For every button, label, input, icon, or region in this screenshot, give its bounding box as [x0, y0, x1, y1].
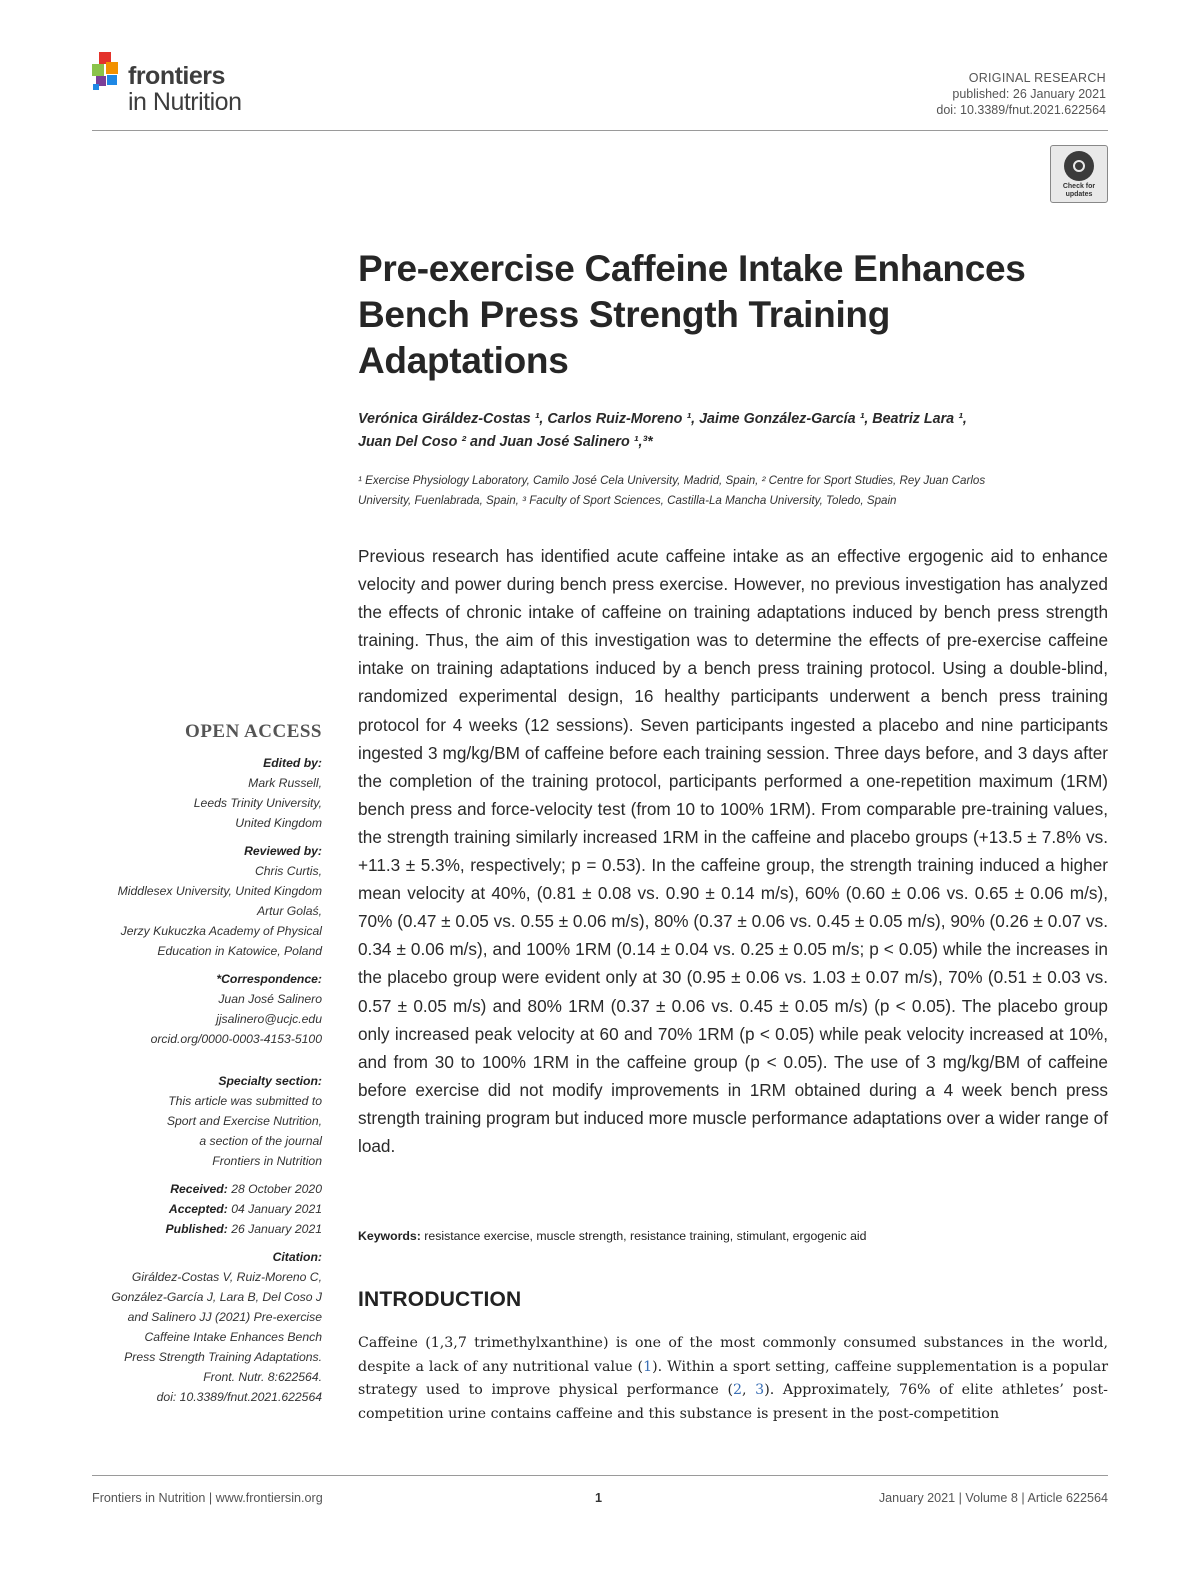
keywords-label: Keywords: [358, 1229, 421, 1243]
published-value: 26 January 2021 [227, 1222, 322, 1236]
reference-link[interactable]: 1 [643, 1358, 653, 1375]
footer-divider [92, 1475, 1108, 1476]
page-number: 1 [595, 1491, 603, 1505]
specialty-line: Frontiers in Nutrition [212, 1154, 322, 1168]
citation-line: Giráldez-Costas V, Ruiz-Moreno C, [131, 1270, 322, 1284]
received-label: Received: [170, 1182, 228, 1196]
abstract: Previous research has identified acute caffeine intake as an effective ergogenic aid to enhance velocity and power during bench press exercise. However, no previous investigation has analyzed the effects of chronic intake of caffeine on training adaptations induced by bench press strength training. Thus, the aim of this investigation was to determine the effects of pre-exercise caffeine intake on training adaptations induced by a bench press training protocol. Using a double-blind, randomized experimental design, 16 healthy participants underwent a bench press training protocol for 4 weeks (12 sessions). Seven participants ingested a placebo and nine participants ingested 3 mg/kg/BM of caffeine before each training session. Three days before, and 3 days after the completion of the training protocol, participants performed a one-repetition maximum (1RM) bench press and force-velocity test (from 10 to 100% 1RM). From comparable pre-training values, the strength training similarly increased 1RM in the caffeine and placebo groups (+13.5 ± 7.8% vs. +11.3 ± 5.3%, respectively; p = 0.53). In the caffeine group, the strength training induced a higher mean velocity at 40%, (0.81 ± 0.08 vs. 0.90 ± 0.14 m/s), 60% (0.60 ± 0.06 vs. 0.65 ± 0.06 m/s), 70% (0.47 ± 0.05 vs. 0.55 ± 0.06 m/s), 80% (0.37 ± 0.06 vs. 0.45 ± 0.05 m/s), 90% (0.26 ± 0.07 vs. 0.34 ± 0.06 m/s), and 100% 1RM (0.14 ± 0.04 vs. 0.25 ± 0.05 m/s; p < 0.05) while the increases in the placebo group were evident only at 30 (0.95 ± 0.06 vs. 1.03 ± 0.07 m/s), 70% (0.51 ± 0.03 vs. 0.57 ± 0.05 m/s) and 80% 1RM (0.37 ± 0.06 vs. 0.45 ± 0.05 m/s) (p < 0.05). The placebo group only increased peak velocity at 60 and 70% 1RM (p < 0.05) while peak velocity increased at 10%, and from 30 to 100% 1RM in the caffeine group (p < 0.05). The use of 3 mg/kg/BM of caffeine before exercise did not modify improvements in 1RM obtained during a 4 week bench press strength training program but induced more muscle performance adaptations over a wider range of load. [358, 546, 1108, 1156]
accepted-label: Accepted: [168, 1202, 228, 1216]
correspondence-orcid[interactable]: orcid.org/0000-0003-4153-5100 [150, 1032, 322, 1046]
specialty-line: This article was submitted to [168, 1094, 322, 1108]
introduction-paragraph [358, 1332, 1108, 1426]
affiliation-line: University, Fuenlabrada, Spain, ³ Faculty of Sport Sciences, Castilla-La Mancha University, Toledo, Spain [358, 494, 897, 507]
logo-text-frontiers: frontiers [128, 62, 225, 90]
article-doi[interactable]: doi: 10.3389/fnut.2021.622564 [936, 103, 1106, 117]
reviewer-line: Artur Golaś, [256, 904, 322, 918]
keywords [358, 1229, 1118, 1243]
affiliation-line: ¹ Exercise Physiology Laboratory, Camilo José Cela University, Madrid, Spain, ² Centre for Sport Studies, Rey Juan Carlos [358, 474, 986, 487]
specialty-section-label: Specialty section: [218, 1074, 322, 1088]
published-label: Published: [165, 1222, 228, 1236]
article-type: ORIGINAL RESEARCH [968, 71, 1106, 85]
published-date-sidebar [60, 1219, 322, 1239]
reviewer-line: Middlesex University, United Kingdom [117, 884, 322, 898]
correspondence-label: *Correspondence: [216, 972, 322, 986]
article-sidebar [60, 722, 322, 1407]
reviewer-line: Chris Curtis, [254, 864, 322, 878]
editor-line: Leeds Trinity University, [193, 796, 322, 810]
received-value: 28 October 2020 [227, 1182, 322, 1196]
reference-link[interactable]: 3 [755, 1382, 765, 1398]
check-for-updates-button[interactable] [1050, 145, 1108, 203]
edited-by-label: Edited by: [263, 756, 322, 770]
footer-issue-info: January 2021 | Volume 8 | Article 622564 [878, 1491, 1108, 1505]
accepted-date [60, 1199, 322, 1219]
intro-text: , [742, 1382, 756, 1398]
check-updates-label: Check for updates [1062, 183, 1096, 198]
keywords-text: resistance exercise, muscle strength, resistance training, stimulant, ergogenic aid [420, 1229, 867, 1243]
specialty-line: Sport and Exercise Nutrition, [166, 1114, 322, 1128]
citation-line: Front. Nutr. 8:622564. [203, 1370, 322, 1384]
editor-line: Mark Russell, [248, 776, 322, 790]
citation-doi[interactable]: doi: 10.3389/fnut.2021.622564 [156, 1390, 322, 1404]
intro-text: ). Approximately, 76% of elite athletes’ post-competition urine contains caffeine and this substance is present in the post-competition [358, 1382, 1108, 1422]
citation-line: and Salinero JJ (2021) Pre-exercise [127, 1310, 322, 1324]
received-date [60, 1179, 322, 1199]
article-meta [936, 70, 1106, 118]
reviewer-line: Education in Katowice, Poland [157, 944, 322, 958]
footer-journal-link[interactable]: Frontiers in Nutrition | www.frontiersin.org [92, 1491, 323, 1505]
journal-logo[interactable] [90, 50, 290, 120]
article-title: Pre-exercise Caffeine Intake Enhances Bench Press Strength Training Adaptations [358, 248, 1026, 381]
logo-text-journal: in Nutrition [128, 88, 242, 116]
citation-line: Press Strength Training Adaptations. [124, 1350, 322, 1364]
check-updates-icon [1064, 151, 1094, 181]
reference-link[interactable]: 2 [732, 1382, 743, 1398]
editor-line: United Kingdom [235, 816, 322, 830]
open-access-label: OPEN ACCESS [185, 721, 322, 742]
header-divider [92, 130, 1108, 131]
accepted-value: 04 January 2021 [227, 1202, 322, 1216]
author-list [358, 408, 1118, 454]
author-line: Juan Del Coso ² and Juan José Salinero ¹,³* [358, 434, 653, 450]
specialty-line: a section of the journal [199, 1134, 322, 1148]
citation-line: González-García J, Lara B, Del Coso J [111, 1290, 322, 1304]
intro-text: ). Within a sport setting, caffeine supplementation is a popular strategy used to improve physical performance ( [358, 1358, 1109, 1398]
section-heading-introduction: INTRODUCTION [358, 1288, 522, 1311]
correspondence-email[interactable]: jjsalinero@ucjc.edu [216, 1012, 322, 1026]
reviewed-by-label: Reviewed by: [244, 844, 322, 858]
frontiers-logo-icon [90, 50, 130, 94]
author-line: Verónica Giráldez-Costas ¹, Carlos Ruiz-Moreno ¹, Jaime González-García ¹, Beatriz Lara ¹, [358, 411, 967, 427]
published-date: published: 26 January 2021 [952, 87, 1106, 101]
correspondence-name: Juan José Salinero [218, 992, 322, 1006]
intro-text: Caffeine (1,3,7 trimethylxanthine) is one of the most commonly consumed substances in the world, despite a lack of any nutritional value ( [358, 1335, 1108, 1375]
affiliations [358, 471, 1118, 511]
citation-label: Citation: [272, 1250, 322, 1264]
citation-line: Caffeine Intake Enhances Bench [144, 1330, 322, 1344]
reviewer-line: Jerzy Kukuczka Academy of Physical [120, 924, 322, 938]
